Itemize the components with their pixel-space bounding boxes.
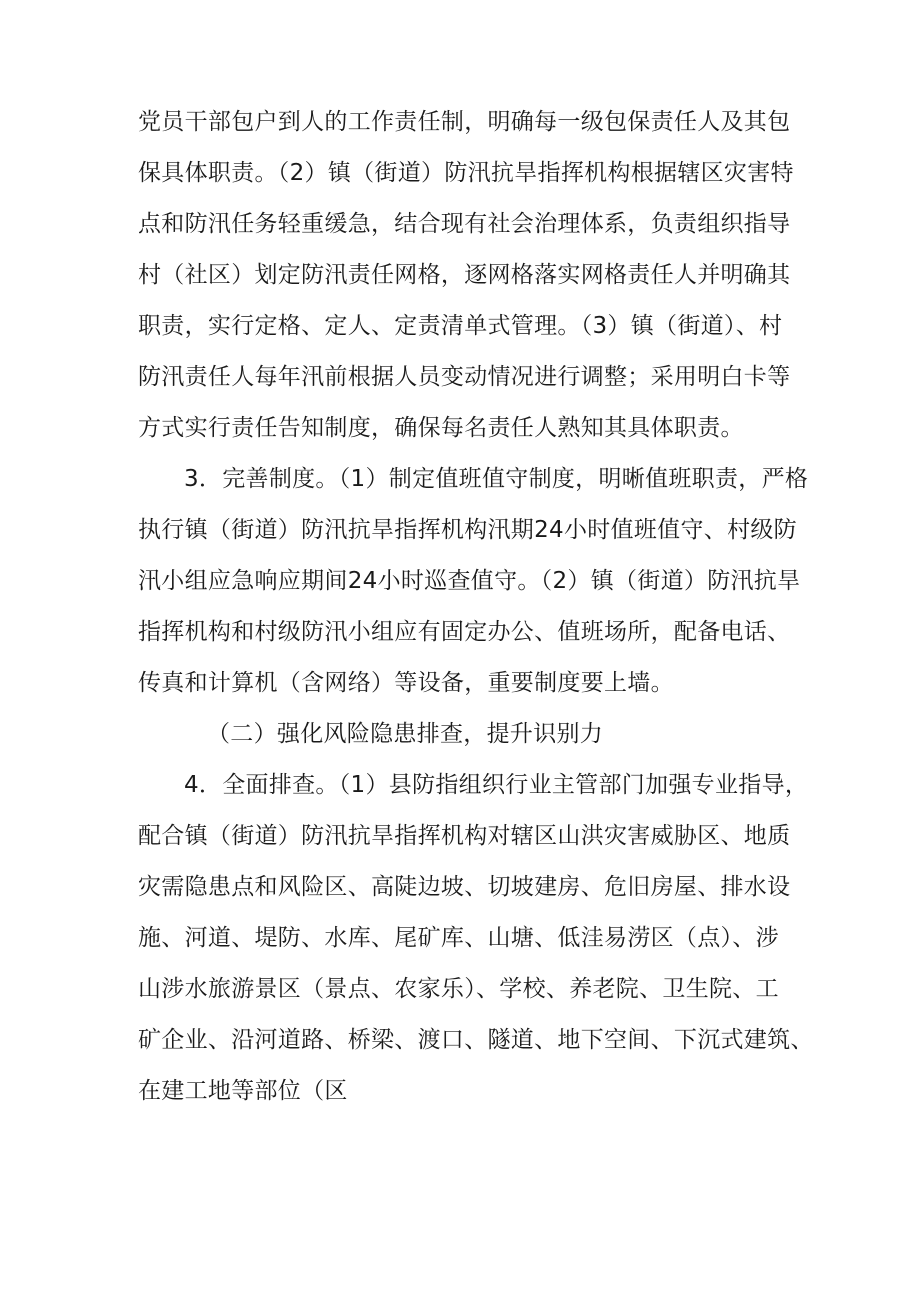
paragraph-line: 村（社区）划定防汛责任网格，逐网格落实网格责任人并明确其 [138, 262, 791, 288]
paragraph-line: 防汛责任人每年汛前根据人员变动情况进行调整；采用明白卡等 [138, 364, 791, 390]
paragraph-line: 在建工地等部位（区 [138, 1078, 348, 1104]
paragraph-line: 矿企业、沿河道路、桥梁、渡口、隧道、地下空间、下沉式建筑、 [138, 1027, 814, 1053]
paragraph-line: 配合镇（街道）防汛抗旱指挥机构对辖区山洪灾害威胁区、地质 [138, 823, 791, 849]
paragraph-line: 方式实行责任告知制度，确保每名责任人熟知其具体职责。 [138, 415, 744, 441]
paragraph-line: 汛小组应急响应期间24小时巡查值守。（2）镇（街道）防汛抗旱 [138, 568, 801, 594]
paragraph-line: 山涉水旅游景区（景点、农家乐）、学校、养老院、卫生院、工 [138, 976, 779, 1002]
paragraph-line: 4．全面排查。（1）县防指组织行业主管部门加强专业指导， [184, 772, 809, 798]
section-heading: （二）强化风险隐患排查，提升识别力 [207, 721, 604, 747]
paragraph-line: 3．完善制度。（1）制定值班值守制度，明晰值班职责，严格 [184, 466, 809, 492]
paragraph-line: 施、河道、堤防、水库、尾矿库、山塘、低洼易涝区（点）、涉 [138, 925, 779, 951]
paragraph-line: 传真和计算机（含网络）等设备，重要制度要上墙。 [138, 670, 674, 696]
paragraph-line: 执行镇（街道）防汛抗旱指挥机构汛期24小时值班值守、村级防 [138, 517, 797, 543]
paragraph-line: 指挥机构和村级防汛小组应有固定办公、值班场所，配备电话、 [138, 619, 791, 645]
paragraph-line: 职责，实行定格、定人、定责清单式管理。（3）镇（街道）、村 [138, 313, 783, 339]
paragraph-line: 点和防汛任务轻重缓急，结合现有社会治理体系，负责组织指导 [138, 211, 791, 237]
paragraph-line: 党员干部包户到人的工作责任制，明确每一级包保责任人及其包 [138, 109, 791, 135]
paragraph-line: 灾需隐患点和风险区、高陡边坡、切坡建房、危旧房屋、排水设 [138, 874, 791, 900]
paragraph-line: 保具体职责。（2）镇（街道）防汛抗旱指挥机构根据辖区灾害特 [138, 160, 794, 186]
